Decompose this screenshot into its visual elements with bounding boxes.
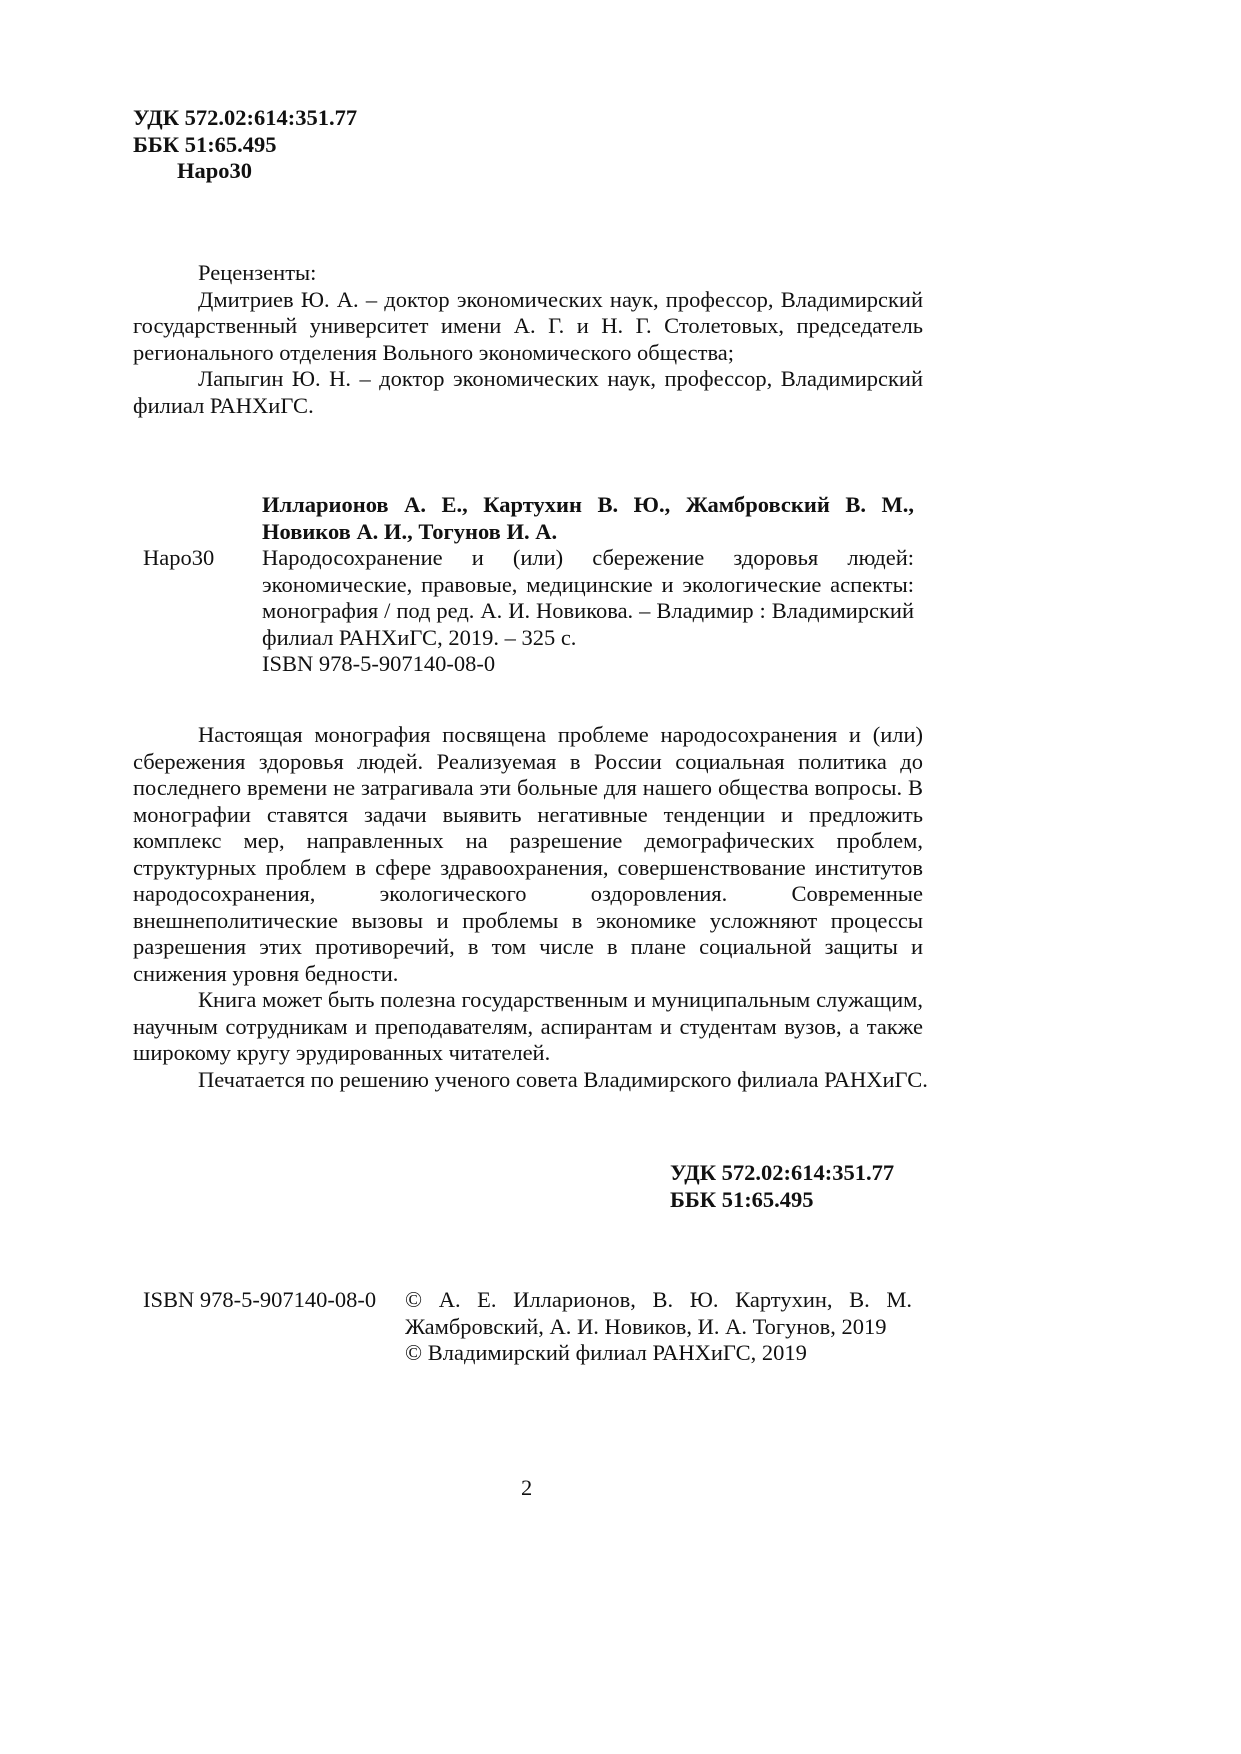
text-line: © Владимирский филиал РАНХиГС, 2019 bbox=[405, 1340, 807, 1365]
udk-code-footer: УДК 572.02:614:351.77 bbox=[670, 1160, 895, 1185]
text-line: монографии ставятся задачи выявить негативные тенденции и предложить bbox=[133, 801, 923, 827]
text-line: экономические, правовые, медицинские и экологические аспекты: bbox=[262, 571, 914, 597]
text-line: широкому кругу эрудированных читателей. bbox=[133, 1040, 551, 1065]
text-line: Илларионов А. Е., Картухин В. Ю., Жамбровский В. М., bbox=[262, 492, 914, 517]
isbn-text: ISBN 978-5-907140-08-0 bbox=[143, 1287, 377, 1312]
text-line: Новиков А. И., Тогунов И. А. bbox=[262, 518, 558, 544]
page-number: 2 bbox=[521, 1475, 533, 1500]
text-line: внешнеполитические вызовы и проблемы в экономике усложняют процессы bbox=[133, 907, 923, 933]
reviewers-lines bbox=[133, 287, 923, 420]
bbk-code-footer: ББК 51:65.495 bbox=[670, 1186, 814, 1212]
bibliographic-record bbox=[262, 492, 914, 678]
text-line: филиал РАНХиГС, 2019. – 325 с. bbox=[262, 624, 577, 650]
isbn bbox=[143, 1287, 376, 1314]
text-line: Лапыгин Ю. Н. – доктор экономических наук, профессор, Владимирский bbox=[198, 366, 923, 391]
text-line: филиал РАНХиГС. bbox=[133, 392, 314, 418]
text-line: Печатается по решению ученого совета Владимирского филиала РАНХиГС. bbox=[198, 1066, 928, 1092]
text-line: сбережения здоровья людей. Реализуемая в России социальная политика до bbox=[133, 748, 923, 774]
text-line: Жамбровский, А. И. Новиков, И. А. Тогунов, 2019 bbox=[405, 1313, 887, 1339]
reviewers-heading: Рецензенты: bbox=[198, 260, 317, 285]
author-mark: Наро30 bbox=[177, 158, 253, 183]
text-line: научным сотрудникам и преподавателям, аспирантам и студентам вузов, а также bbox=[133, 1013, 923, 1039]
text-line: снижения уровня бедности. bbox=[133, 960, 399, 986]
copyright-lines bbox=[405, 1287, 912, 1367]
abstract-lines bbox=[133, 722, 928, 1093]
bib-description bbox=[262, 545, 914, 678]
author-mark-label: Наро30 bbox=[143, 545, 215, 570]
text-line: Книга может быть полезна государственным и муниципальным служащим, bbox=[198, 987, 923, 1012]
text-line: последнего времени не затрагивала эти больные для нашего общества вопросы. В bbox=[133, 775, 923, 800]
reviewers-block bbox=[133, 260, 923, 419]
text-line: Дмитриев Ю. А. – доктор экономических наук, профессор, Владимирский bbox=[198, 286, 923, 312]
footer-codes bbox=[670, 1160, 894, 1213]
text-line: Народосохранение и (или) сбережение здоровья людей: bbox=[262, 545, 914, 570]
text-line: структурных проблем в сфере здравоохранения, совершенствование институтов bbox=[133, 854, 923, 880]
text-line: монография / под ред. А. И. Новикова. – Владимир : Владимирский bbox=[262, 598, 914, 623]
udk-code: УДК 572.02:614:351.77 bbox=[133, 105, 358, 130]
classification-header bbox=[133, 105, 357, 185]
copyright-block bbox=[405, 1287, 912, 1367]
text-line: ISBN 978-5-907140-08-0 bbox=[262, 651, 496, 676]
bib-authors bbox=[262, 492, 914, 545]
bib-author-mark bbox=[143, 492, 214, 572]
text-line: государственный университет имени А. Г. и Н. Г. Столетовых, председатель bbox=[133, 313, 923, 338]
text-line: © А. Е. Илларионов, В. Ю. Картухин, В. М. bbox=[405, 1287, 912, 1312]
bbk-code: ББК 51:65.495 bbox=[133, 131, 277, 157]
text-line: комплекс мер, направленных на разрешение демографических проблем, bbox=[133, 828, 923, 853]
text-line: Настоящая монография посвящена проблеме народосохранения и (или) bbox=[198, 722, 923, 747]
abstract bbox=[133, 722, 928, 1093]
text-line: народосохранения, экологического оздоровления. Современные bbox=[133, 881, 923, 906]
text-line: разрешения этих противоречий, в том числе в плане социальной защиты и bbox=[133, 934, 923, 959]
text-line: регионального отделения Вольного экономического общества; bbox=[133, 339, 735, 365]
